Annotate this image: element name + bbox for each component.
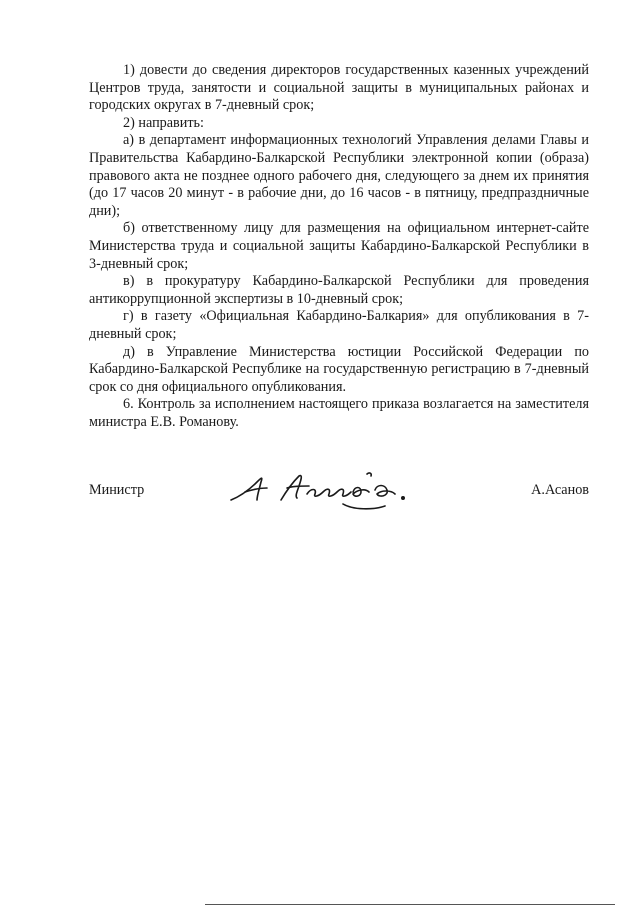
paragraph-item-b: б) ответственному лицу для размещения на официальном интернет-сайте Министерства труда и социальной защиты Кабардино-Балкарской Республики в 3-дневный срок; <box>89 220 589 272</box>
paragraph-item-g: г) в газету «Официальная Кабардино-Балкария» для опубликования в 7-дневный срок; <box>89 308 589 342</box>
handwritten-signature <box>227 466 427 514</box>
paragraph-item-6: 6. Контроль за исполнением настоящего приказа возлагается на заместителя министра Е.В. Романову. <box>89 396 589 430</box>
paragraph-item-1: 1) довести до сведения директоров государственных казенных учреждений Центров труда, занятости и социальной защиты в муниципальных районах и городских округах в 7-дневный срок; <box>89 62 589 114</box>
paragraph-item-d: д) в Управление Министерства юстиции Российской Федерации по Кабардино-Балкарской Республике на государственную регистрацию в 7-дневный срок со дня официального опубликования. <box>89 343 589 395</box>
document-body <box>89 62 589 431</box>
paragraph-item-a: а) в департамент информационных технологий Управления делами Главы и Правительства Кабардино-Балкарской Республики электронной копии (образа) правового акта не позднее одного рабочего дня, следующего за днем их принятия (до 17 часов 20 минут - в рабочие дни, до 16 часов - в пятницу, предпраздничные дни); <box>89 132 589 219</box>
paragraph-item-v: в) в прокуратуру Кабардино-Балкарской Республики для проведения антикоррупционной экспертизы в 10-дневный срок; <box>89 273 589 307</box>
signatory-title: Министр <box>89 482 145 498</box>
signatory-name: А.Асанов <box>531 482 589 498</box>
signature-block <box>89 482 589 512</box>
paragraph-item-2: 2) направить: <box>123 114 204 131</box>
